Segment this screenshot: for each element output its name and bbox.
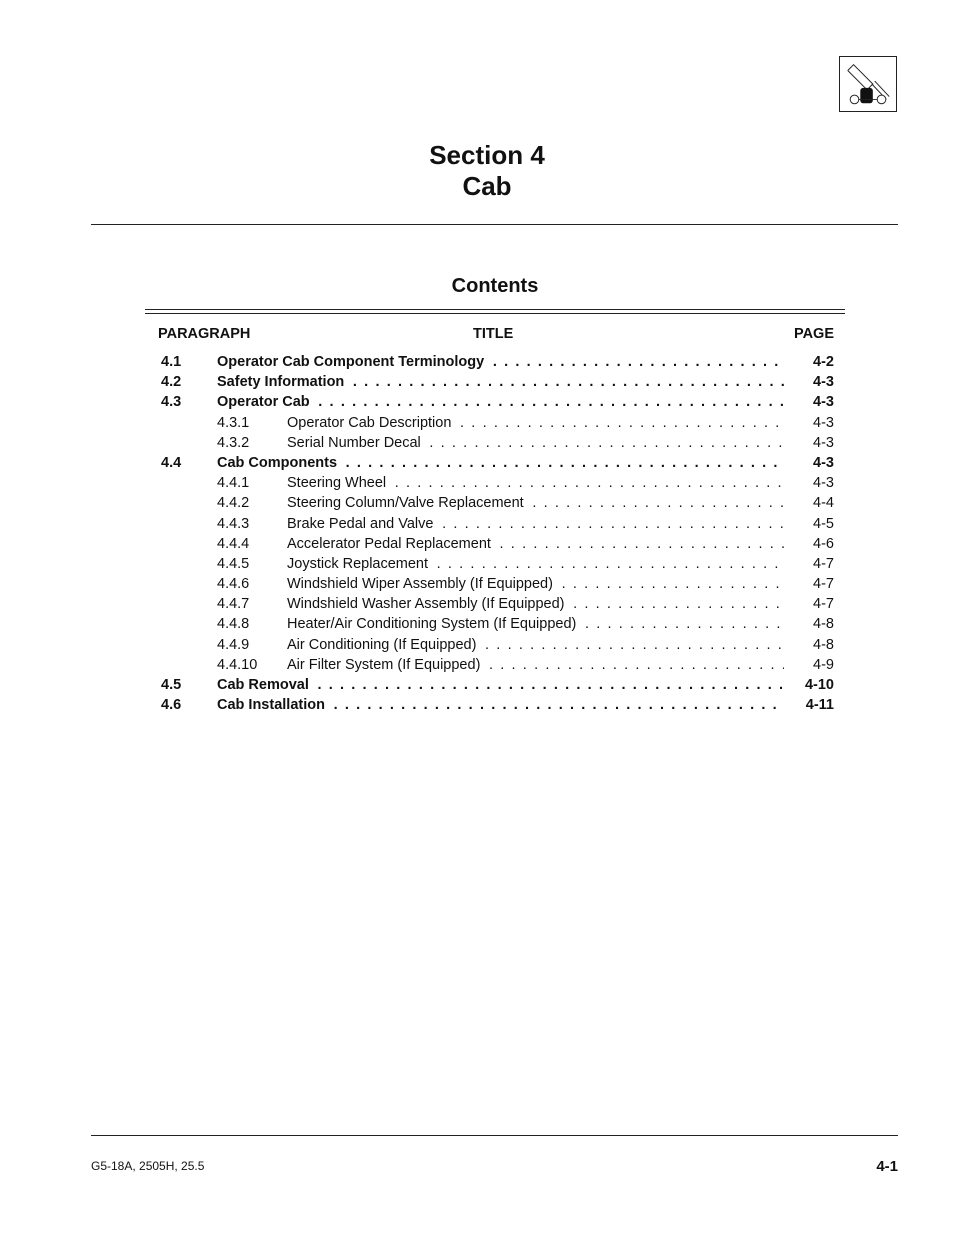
toc-entry[interactable] <box>158 392 834 412</box>
toc-entry[interactable] <box>158 554 834 574</box>
toc-entry-title: Air Filter System (If Equipped) <box>287 657 483 673</box>
toc-entry-page: 4-8 <box>813 616 834 633</box>
toc-entry-page: 4-2 <box>813 354 834 370</box>
toc-entry-number: 4.4.2 <box>217 495 250 512</box>
toc-entry-number: 4.4.9 <box>217 636 250 653</box>
toc-entry-number: 4.4.6 <box>217 576 250 593</box>
toc-entry-page: 4-4 <box>813 495 834 512</box>
section-heading <box>91 140 897 202</box>
footer-divider <box>91 1135 898 1136</box>
top-divider <box>91 224 898 225</box>
toc-entry[interactable] <box>158 574 834 594</box>
toc-entry-page: 4-9 <box>813 656 834 673</box>
toc-entry-title: Cab Installation <box>217 697 328 713</box>
toc-entry[interactable] <box>158 413 834 433</box>
toc-entry[interactable] <box>158 635 834 655</box>
toc-entry-title: Brake Pedal and Valve <box>287 516 436 532</box>
toc-entry-number: 4.3 <box>161 394 182 411</box>
toc-entry-page: 4-3 <box>813 394 834 411</box>
toc-entry-leader <box>217 695 784 715</box>
toc-entry-title: Safety Information <box>217 374 347 390</box>
toc-entry-leader <box>287 554 784 574</box>
toc-entry-title: Steering Wheel <box>287 475 389 491</box>
toc-entry-leader <box>287 433 784 453</box>
toc-entry-leader <box>287 493 784 513</box>
toc-entry[interactable] <box>158 473 834 493</box>
toc-entry[interactable] <box>158 655 834 675</box>
toc-entry-title: Windshield Wiper Assembly (If Equipped) <box>287 576 556 592</box>
toc-entry-number: 4.1 <box>161 354 182 370</box>
toc-entry-page: 4-3 <box>813 475 834 492</box>
toc-entry[interactable] <box>158 514 834 534</box>
toc-entry-leader <box>287 655 784 675</box>
toc-entry-number: 4.6 <box>161 697 182 714</box>
toc-entry[interactable] <box>158 695 834 715</box>
contents-title: Contents <box>451 275 539 297</box>
document-reference: G5-18A, 2505H, 25.5 <box>91 1159 205 1173</box>
toc-entry[interactable] <box>158 614 834 634</box>
cab-section-icon <box>839 56 897 112</box>
toc-entry-leader <box>287 635 784 655</box>
toc-entry-page: 4-5 <box>813 515 834 532</box>
toc-entry-title: Cab Removal <box>217 677 312 693</box>
toc-entry-page: 4-3 <box>813 414 834 431</box>
toc-entry-leader <box>217 453 784 473</box>
toc-entry[interactable] <box>158 433 834 453</box>
toc-entry[interactable] <box>158 594 834 614</box>
toc-entry-page: 4-3 <box>813 434 834 451</box>
column-header-title: TITLE <box>473 326 514 342</box>
toc-entry-page: 4-11 <box>805 697 834 714</box>
toc-entry-leader <box>287 574 784 594</box>
toc-entry-title: Serial Number Decal <box>287 435 424 451</box>
toc-entry-number: 4.4.1 <box>217 475 250 492</box>
toc-entry-title: Cab Components <box>217 455 340 471</box>
toc-entry[interactable] <box>158 453 834 473</box>
toc-entry[interactable] <box>158 372 834 392</box>
toc-entry-page: 4-6 <box>813 535 834 552</box>
toc-entry[interactable] <box>158 493 834 513</box>
toc-entry-leader <box>287 614 784 634</box>
toc-entry-number: 4.4.7 <box>217 596 250 613</box>
toc-entry-leader <box>287 534 784 554</box>
toc-entry-number: 4.4.4 <box>217 535 250 552</box>
toc-entry-page: 4-8 <box>813 636 834 653</box>
toc-entry-page: 4-3 <box>813 454 834 471</box>
toc-entry-number: 4.4 <box>161 454 182 471</box>
toc-entry-page: 4-7 <box>813 576 834 593</box>
toc-entry-number: 4.5 <box>161 677 182 693</box>
toc-entry-title: Operator Cab <box>217 394 313 410</box>
toc-entry-number: 4.4.3 <box>217 515 250 532</box>
toc-entry-page: 4-10 <box>804 677 834 693</box>
toc-entry-page: 4-7 <box>813 555 834 572</box>
toc-entry-page: 4-3 <box>813 374 834 391</box>
toc-entry-leader <box>217 675 784 695</box>
toc-entry-title: Operator Cab Description <box>287 415 454 431</box>
column-header-page: PAGE <box>793 326 834 342</box>
toc-entry-leader <box>217 372 784 392</box>
page-number: 4-1 <box>876 1158 898 1175</box>
section-name: Cab <box>462 171 512 201</box>
section-label: Section 4 <box>429 140 545 170</box>
toc-entry-leader <box>287 514 784 534</box>
toc-entry-page: 4-7 <box>813 596 834 613</box>
toc-entry-leader <box>287 473 784 493</box>
toc-entry-number: 4.2 <box>161 374 182 391</box>
toc-entry-number: 4.3.1 <box>217 414 250 431</box>
toc-entry-title: Accelerator Pedal Replacement <box>287 536 494 552</box>
toc-entry[interactable] <box>158 675 834 695</box>
toc-entry-title: Heater/Air Conditioning System (If Equipped) <box>287 616 579 632</box>
toc-entry-title: Air Conditioning (If Equipped) <box>287 637 479 653</box>
toc-entry-title: Windshield Washer Assembly (If Equipped) <box>287 596 568 612</box>
toc-entry-number: 4.4.8 <box>217 616 250 633</box>
table-of-contents <box>158 352 834 715</box>
toc-entry[interactable] <box>158 352 834 372</box>
toc-entry-title: Joystick Replacement <box>287 556 431 572</box>
toc-entry-leader <box>287 413 784 433</box>
toc-entry-number: 4.4.10 <box>217 656 258 673</box>
toc-entry-leader <box>287 594 784 614</box>
toc-entry-title: Operator Cab Component Terminology <box>217 354 487 370</box>
toc-entry-title: Steering Column/Valve Replacement <box>287 495 527 511</box>
toc-entry-leader <box>217 392 784 412</box>
toc-entry-number: 4.4.5 <box>217 555 250 572</box>
toc-entry[interactable] <box>158 534 834 554</box>
contents-divider <box>145 309 845 314</box>
toc-entry-leader <box>217 352 784 372</box>
toc-entry-number: 4.3.2 <box>217 434 250 451</box>
column-header-paragraph: PARAGRAPH <box>158 326 251 342</box>
